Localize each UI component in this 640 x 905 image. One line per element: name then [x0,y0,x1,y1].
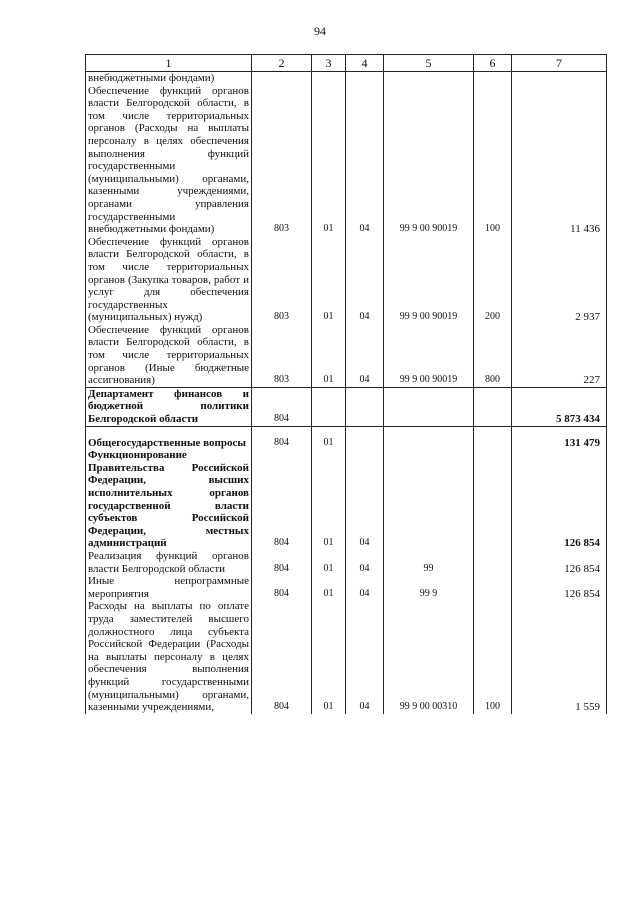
row-target-article: 99 9 00 90019 [384,324,474,387]
row-ministry-code: 804 [252,437,312,450]
row-section-code [312,387,346,426]
row-expense-type [474,72,512,85]
row-subsection-code [346,72,384,85]
row-expense-type: 100 [474,85,512,236]
row-target-article: 99 9 00 00310 [384,600,474,713]
row-expense-type: 200 [474,236,512,324]
row-ministry-code: 804 [252,449,312,550]
row-amount: 126 854 [512,575,607,600]
row-amount: 5 873 434 [512,387,607,426]
row-section-code: 01 [312,85,346,236]
table-row [86,575,607,600]
row-subsection-code: 04 [346,236,384,324]
row-amount: 227 [512,324,607,387]
spacer-row [86,426,607,437]
row-section-code [312,72,346,85]
header-col-2: 2 [252,55,312,72]
row-amount: 1 559 [512,600,607,713]
row-section-code: 01 [312,600,346,713]
row-name: Расходы на выплаты по оплате труда заместителей высшего должностного лица субъекта Российской Федерации (Расходы на выплаты персоналу в целях обеспечения выполнения функций государственными (муниципальными) органами, казенными учреждениями, [86,600,252,713]
row-target-article [384,437,474,450]
row-subsection-code: 04 [346,324,384,387]
row-subsection-code: 04 [346,85,384,236]
row-section-code: 01 [312,437,346,450]
row-name: Обеспечение функций органов власти Белгородской области, в том числе территориальных органов (Расходы на выплаты персоналу в целях обеспечения выполнения функций государственными (муниципальными) органами, казенными учреждениями, органами управления государственными внебюджетными фондами) [86,85,252,236]
row-expense-type [474,387,512,426]
header-col-6: 6 [474,55,512,72]
header-col-5: 5 [384,55,474,72]
row-section-code: 01 [312,575,346,600]
row-ministry-code: 803 [252,324,312,387]
row-ministry-code [252,72,312,85]
row-name: Общегосударственные вопросы [86,437,252,450]
row-name: Иные непрограммные мероприятия [86,575,252,600]
row-target-article: 99 [384,550,474,575]
row-expense-type [474,437,512,450]
row-target-article [384,387,474,426]
row-name: Обеспечение функций органов власти Белгородской области, в том числе территориальных органов (Иные бюджетные ассигнования) [86,324,252,387]
row-amount: 2 937 [512,236,607,324]
row-subsection-code [346,387,384,426]
table-row [86,600,607,713]
row-section-code: 01 [312,550,346,575]
table-row [86,85,607,236]
table-row [86,437,607,450]
row-target-article [384,72,474,85]
row-name: Реализация функций органов власти Белгородской области [86,550,252,575]
row-ministry-code: 804 [252,575,312,600]
row-subsection-code [346,437,384,450]
row-amount: 11 436 [512,85,607,236]
header-col-4: 4 [346,55,384,72]
row-amount [512,72,607,85]
row-ministry-code: 804 [252,387,312,426]
header-row [86,55,607,72]
row-ministry-code: 803 [252,236,312,324]
row-name: Функционирование Правительства Российской Федерации, высших исполнительных органов государственной власти субъектов Российской Федерации, местных администраций [86,449,252,550]
row-target-article: 99 9 00 90019 [384,85,474,236]
row-expense-type [474,449,512,550]
table-row [86,449,607,550]
row-ministry-code: 804 [252,600,312,713]
row-target-article: 99 9 00 90019 [384,236,474,324]
row-subsection-code: 04 [346,550,384,575]
row-ministry-code: 803 [252,85,312,236]
row-section-code: 01 [312,236,346,324]
row-section-code: 01 [312,324,346,387]
row-target-article [384,449,474,550]
table-row [86,236,607,324]
table-row [86,550,607,575]
row-amount: 126 854 [512,550,607,575]
row-name: внебюджетными фондами) [86,72,252,85]
row-section-code: 01 [312,449,346,550]
row-subsection-code: 04 [346,600,384,713]
page-number: 94 [314,24,326,38]
row-name: Департамент финансов и бюджетной политики Белгородской области [86,387,252,426]
header-col-7: 7 [512,55,607,72]
row-subsection-code: 04 [346,449,384,550]
row-expense-type [474,575,512,600]
table-row [86,72,607,85]
row-name: Обеспечение функций органов власти Белгородской области, в том числе территориальных органов (Закупка товаров, работ и услуг для обеспечения государственных (муниципальных) нужд) [86,236,252,324]
row-amount: 126 854 [512,449,607,550]
row-expense-type [474,550,512,575]
table-row [86,324,607,387]
row-amount: 131 479 [512,437,607,450]
row-subsection-code: 04 [346,575,384,600]
header-col-1: 1 [86,55,252,72]
budget-table [85,54,607,714]
table-row [86,387,607,426]
row-expense-type: 800 [474,324,512,387]
row-target-article: 99 9 [384,575,474,600]
header-col-3: 3 [312,55,346,72]
row-ministry-code: 804 [252,550,312,575]
row-expense-type: 100 [474,600,512,713]
